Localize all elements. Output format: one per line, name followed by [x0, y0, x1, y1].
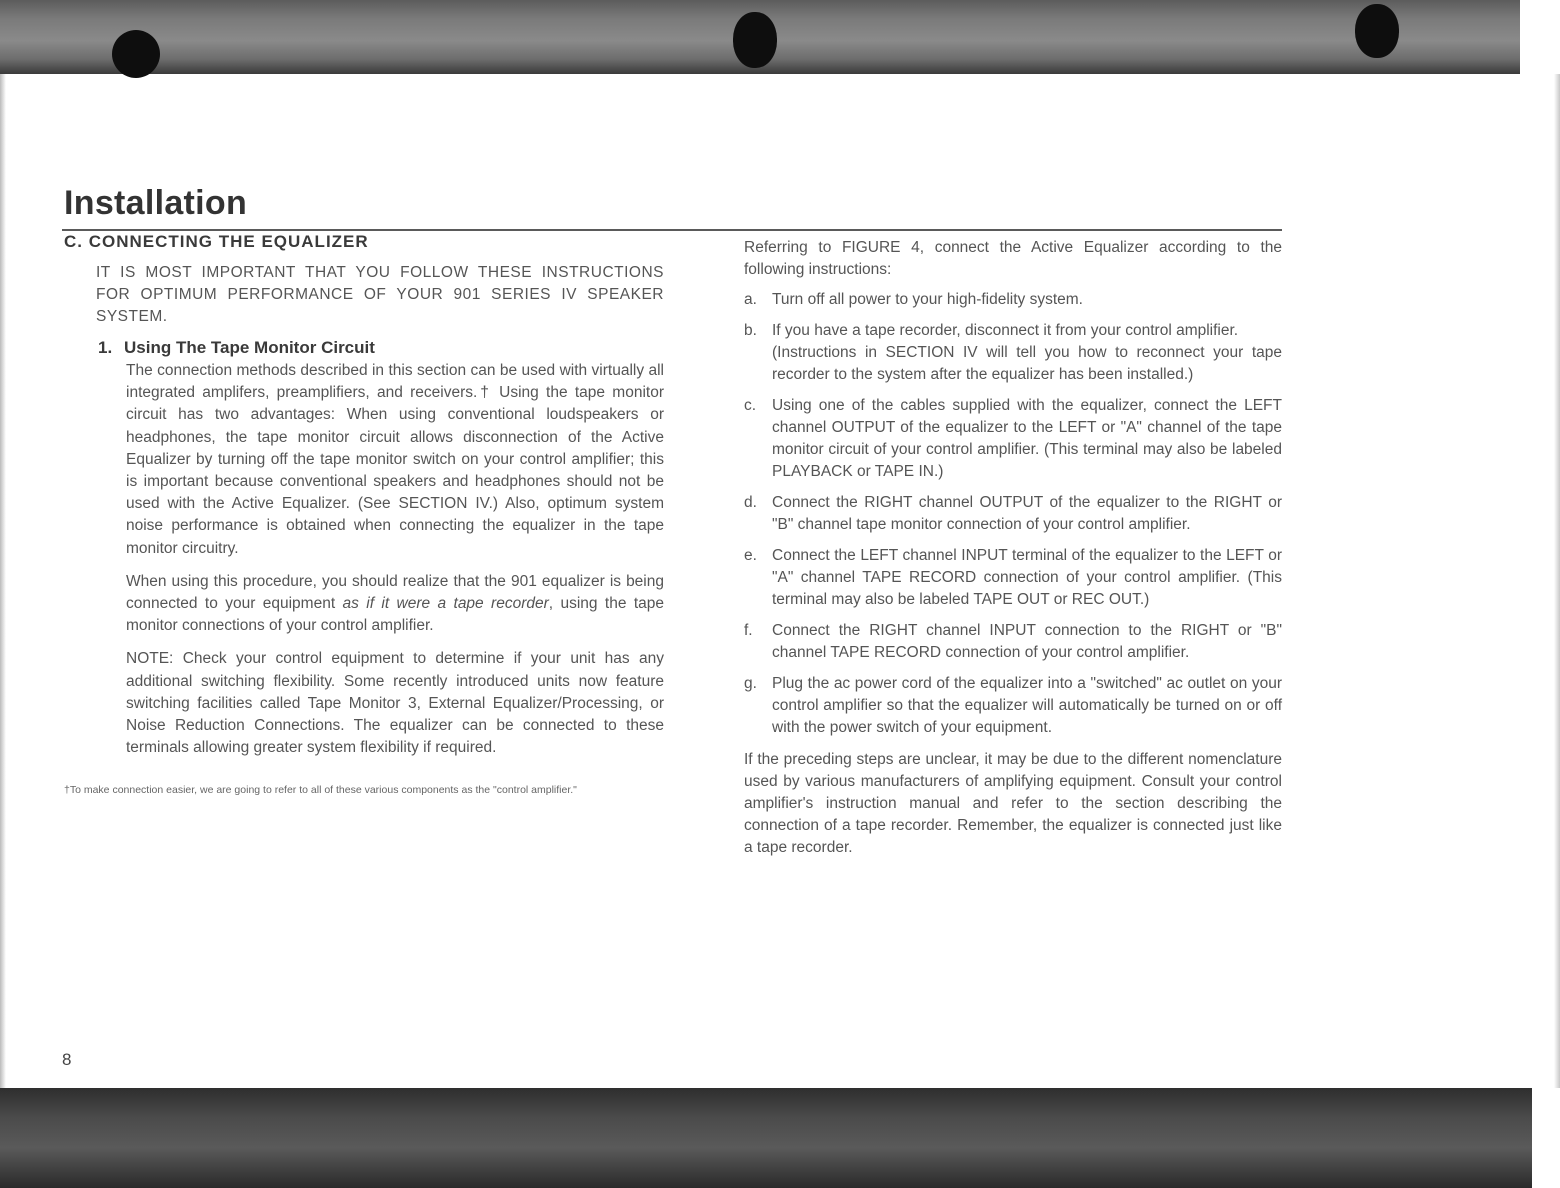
paragraph-note: NOTE: Check your control equipment to determine if your unit has any additional switching flexibility. Some recently introduced units now feature switching facilities called Tape Monitor 3, External Equalizer/Processing, or Noise Reduction Connections. The equalizer can be connected to these terminals allowing greater system flexibility if required.	[126, 650, 664, 757]
subsection-number: 1.	[98, 338, 113, 357]
paragraph-procedure	[126, 571, 664, 638]
left-column	[64, 232, 664, 797]
paragraph-procedure-start: When using this procedure, you should realize that the 901 equalizer is being connected to your equipment	[126, 572, 664, 613]
title-rule	[62, 229, 1282, 231]
page-edge-left	[0, 74, 6, 1088]
step-marker: f.	[744, 622, 753, 639]
step-marker: c.	[744, 397, 757, 414]
step-text: Connect the RIGHT channel INPUT connection to the RIGHT or "B" channel TAPE RECORD connection of your control amplifier.	[772, 622, 1282, 661]
scan-border-top-gap	[1520, 0, 1560, 74]
step-g	[744, 673, 1282, 739]
paragraph-tape-monitor: The connection methods described in this section can be used with virtually all integrated amplifers, preamplifiers, and receivers.† Using the tape monitor circuit has two advantages: When using conventional loudspeakers or headphones, the tape monitor circuit allows disconnection of the Active Equalizer by turning off the tape monitor switch on your control amplifier; this is important because conventional speakers and headphones should not be used with the Active Equalizer. (See SECTION IV.) Also, optimum system noise performance is obtained when connecting the equalizer in the tape monitor circuitry.	[126, 362, 664, 557]
caps-notice: IT IS MOST IMPORTANT THAT YOU FOLLOW THESE INSTRUCTIONS FOR OPTIMUM PERFORMANCE OF YOUR 901 SERIES IV SPEAKER SYSTEM.	[96, 264, 664, 325]
step-marker: a.	[744, 291, 757, 308]
page-title: Installation	[64, 184, 248, 222]
instruction-steps	[744, 289, 1282, 739]
step-marker: b.	[744, 322, 757, 339]
footnote: †To make connection easier, we are going to refer to all of these various components as the "control amplifier."	[64, 784, 577, 797]
binder-hole-left	[112, 30, 160, 78]
step-extra: (Instructions in SECTION IV will tell you how to reconnect your tape recorder to the system after the equalizer has been installed.)	[772, 344, 1282, 383]
page-edge-right	[1554, 74, 1560, 1088]
binder-hole-center	[733, 12, 777, 68]
page-number: 8	[62, 1050, 72, 1069]
section-heading: C. CONNECTING THE EQUALIZER	[64, 232, 369, 251]
step-text: Connect the RIGHT channel OUTPUT of the equalizer to the RIGHT or "B" channel tape monitor connection of your control amplifier.	[772, 494, 1282, 533]
subsection-title: Using The Tape Monitor Circuit	[124, 338, 375, 357]
subsection-heading	[98, 338, 664, 358]
step-b	[744, 320, 1282, 386]
instructions-intro: Referring to FIGURE 4, connect the Active Equalizer according to the following instructions:	[744, 239, 1282, 278]
step-marker: e.	[744, 547, 757, 564]
step-marker: d.	[744, 494, 757, 511]
scan-border-bottom	[0, 1088, 1532, 1188]
binder-hole-right	[1355, 4, 1399, 58]
step-text: Using one of the cables supplied with the equalizer, connect the LEFT channel OUTPUT of the equalizer to the LEFT or "A" channel of the tape monitor circuit of your control amplifier. (This terminal may also be labeled PLAYBACK or TAPE IN.)	[772, 397, 1282, 480]
step-a	[744, 289, 1282, 311]
step-marker: g.	[744, 675, 757, 692]
paragraph-procedure-end: , using the tape monitor connections of your control amplifier.	[126, 595, 664, 635]
scan-border-bottom-gap	[1532, 1088, 1560, 1188]
step-e	[744, 545, 1282, 611]
step-d	[744, 492, 1282, 536]
step-text: Connect the LEFT channel INPUT terminal of the equalizer to the LEFT or "A" channel TAPE RECORD connection of your control amplifier. (This terminal may also be labeled TAPE OUT or REC OUT.)	[772, 547, 1282, 608]
step-text: Turn off all power to your high-fidelity system.	[772, 291, 1083, 308]
paragraph-procedure-italic: as if it were a tape recorder	[342, 595, 549, 613]
closing-paragraph: If the preceding steps are unclear, it may be due to the different nomenclature used by various manufacturers of amplifying equipment. Consult your control amplifier's instruction manual and refer to the section describing the connection of a tape recorder. Remember, the equalizer is connected just like a tape recorder.	[744, 751, 1282, 856]
right-column	[744, 237, 1282, 859]
step-c	[744, 395, 1282, 483]
step-text: Plug the ac power cord of the equalizer into a "switched" ac outlet on your control amplifier so that the equalizer will automatically be turned on or off with the power switch of your equipment.	[772, 675, 1282, 736]
step-text: If you have a tape recorder, disconnect it from your control amplifier.	[772, 322, 1239, 339]
step-f	[744, 620, 1282, 664]
